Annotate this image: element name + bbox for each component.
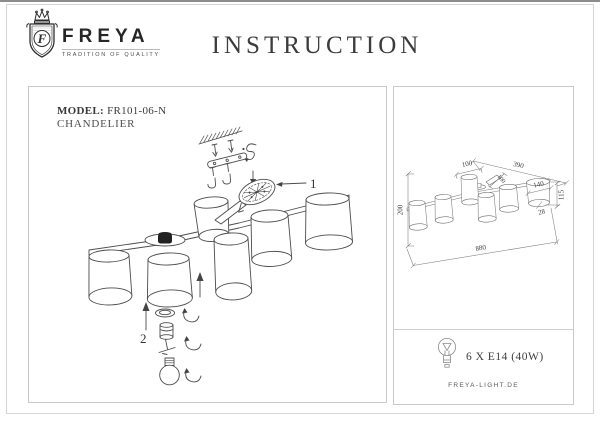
svg-text:200: 200 <box>396 204 405 216</box>
shade-outline <box>434 194 453 224</box>
dimensions-diagram <box>394 87 573 327</box>
shade-ring <box>156 309 175 317</box>
svg-text:115: 115 <box>557 189 566 201</box>
panel-divider <box>394 329 573 330</box>
rotate-hook-icon <box>184 368 201 382</box>
ceiling-hatch <box>199 127 242 144</box>
brand-tagline: TRADITION OF QUALITY <box>62 49 160 58</box>
callout-2-label: 2 <box>140 331 147 346</box>
shade <box>213 232 252 301</box>
lamp-socket <box>159 323 175 355</box>
svg-text:100: 100 <box>495 173 506 185</box>
shade <box>87 249 132 305</box>
product-type: CHANDELIER <box>57 118 136 130</box>
svg-text:28: 28 <box>537 207 546 217</box>
website: FREYA-LIGHT.DE <box>448 382 519 389</box>
shade <box>146 252 193 308</box>
svg-text:880: 880 <box>474 243 487 253</box>
model-label: MODEL: <box>57 105 105 117</box>
screenshot-top-edge <box>0 0 600 2</box>
page-title: INSTRUCTION <box>211 32 423 59</box>
shade <box>249 209 292 268</box>
callout-1-label: 1 <box>310 176 317 191</box>
up-arrow-icon <box>197 272 204 297</box>
svg-text:140: 140 <box>532 179 545 190</box>
callout-1 <box>276 176 317 191</box>
rotate-hook-icon <box>184 336 201 350</box>
shade-outline <box>460 174 479 205</box>
mounting-bracket <box>207 152 247 168</box>
bulb-spec-icon <box>434 336 460 372</box>
callout-2 <box>140 302 150 346</box>
bulb-spec: 6 X E14 (40W) <box>466 351 544 363</box>
dimensions-panel <box>393 86 574 405</box>
brand-name: FREYA <box>62 26 150 47</box>
svg-text:390: 390 <box>512 159 525 171</box>
shade <box>304 192 353 251</box>
shade-outline <box>408 200 428 231</box>
assembly-diagram <box>29 87 386 402</box>
model-value: FR101-06-N <box>107 105 167 117</box>
shade-outline <box>477 192 497 223</box>
crest-letter: F <box>37 31 47 46</box>
assembly-panel <box>28 86 387 403</box>
shade-outline <box>498 184 518 213</box>
light-bulb-icon <box>160 358 180 385</box>
rotate-hook-icon <box>182 308 199 322</box>
svg-text:100: 100 <box>461 158 474 170</box>
mounting-screws <box>212 140 233 156</box>
